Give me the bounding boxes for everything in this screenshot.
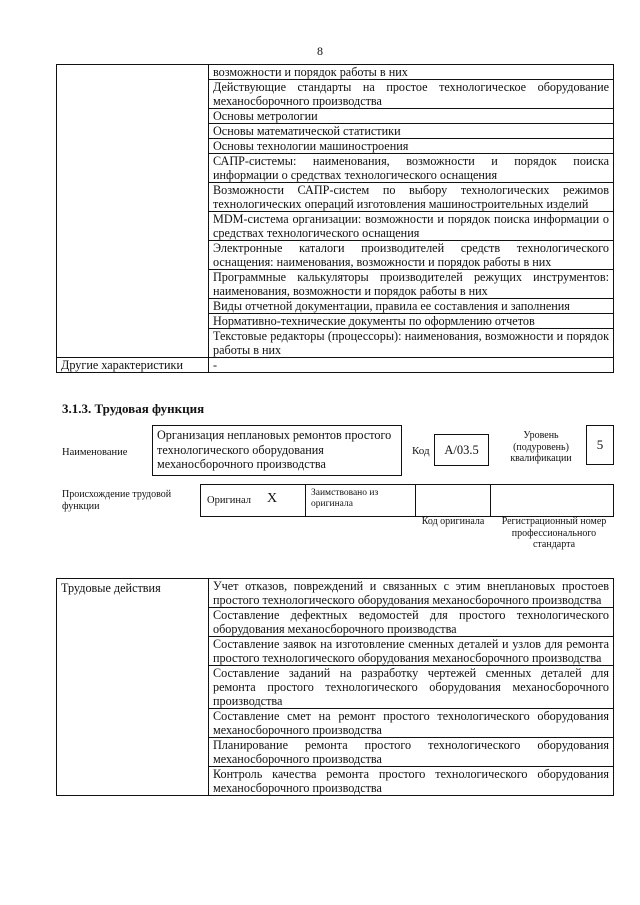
knowledge-item: САПР-системы: наименования, возможности и порядок поиска информации о средствах технологического оснащения: [209, 154, 614, 183]
table-row: [57, 579, 614, 608]
knowledge-table: [56, 64, 614, 373]
labor-actions-table: [56, 578, 614, 796]
other-characteristics-value: -: [209, 358, 614, 373]
labor-action-item: Составление смет на ремонт простого технологического оборудования механосборочного производства: [209, 709, 614, 738]
table-row: [57, 358, 614, 373]
other-characteristics-label: Другие характеристики: [57, 358, 209, 373]
labor-action-item: Планирование ремонта простого технологического оборудования механосборочного производства: [209, 738, 614, 767]
knowledge-item: Действующие стандарты на простое технологическое оборудование механосборочного производства: [209, 80, 614, 109]
knowledge-item: Нормативно-технические документы по оформлению отчетов: [209, 314, 614, 329]
labor-action-item: Контроль качества ремонта простого технологического оборудования механосборочного производства: [209, 767, 614, 796]
labor-actions-label: Трудовые действия: [57, 579, 209, 796]
knowledge-item: Основы метрологии: [209, 109, 614, 124]
page-number: 8: [317, 44, 323, 58]
section-heading: 3.1.3. Трудовая функция: [62, 401, 205, 416]
knowledge-item: Основы математической статистики: [209, 124, 614, 139]
knowledge-item: Программные калькуляторы производителей режущих инструментов: наименования, возможности и порядок работы в них: [209, 270, 614, 299]
knowledge-item: Виды отчетной документации, правила ее составления и заполнения: [209, 299, 614, 314]
divider: [415, 484, 416, 517]
labor-action-item: Составление заявок на изготовление сменных деталей и узлов для ремонта простого технологического оборудования механосборочного производства: [209, 637, 614, 666]
level-label: Уровень (подуровень) квалификации: [510, 430, 572, 464]
original-label: Оригинал: [207, 495, 251, 506]
function-name-box: Организация неплановых ремонтов простого технологического оборудования механосборочного производства: [152, 425, 402, 476]
function-code-box: A/03.5: [434, 434, 489, 466]
knowledge-item: Основы технологии машиностроения: [209, 139, 614, 154]
labor-action-item: Составление заданий на разработку чертежей сменных деталей для ремонта простого технологического оборудования механосборочного производства: [209, 666, 614, 709]
knowledge-item: MDM-система организации: возможности и порядок поиска информации о средствах технологического оснащения: [209, 212, 614, 241]
origin-label: Происхождение трудовой функции: [62, 489, 172, 512]
empty-label-cell: [57, 65, 209, 358]
divider: [490, 484, 491, 517]
table-row: [57, 65, 614, 80]
knowledge-item: Электронные каталоги производителей средств технологического оснащения: наименования, возможности и порядок работы в них: [209, 241, 614, 270]
divider: [305, 484, 306, 517]
code-label: Код: [412, 445, 430, 457]
knowledge-item: возможности и порядок работы в них: [209, 65, 614, 80]
code-original-caption: Код оригинала: [421, 516, 485, 527]
labor-action-item: Учет отказов, повреждений и связанных с этим внеплановых простоев простого технологического оборудования механосборочного производства: [209, 579, 614, 608]
knowledge-item: Возможности САПР-систем по выбору технологических режимов технологических операций изготовления машиностроительных изделий: [209, 183, 614, 212]
name-label: Наименование: [62, 447, 128, 458]
registration-number-caption: Регистрационный номер профессионального стандарта: [501, 516, 607, 550]
level-value-box: 5: [586, 425, 614, 465]
labor-action-item: Составление дефектных ведомостей для простого технологического оборудования механосборочного производства: [209, 608, 614, 637]
borrowed-label: Заимствовано из оригинала: [311, 488, 379, 509]
origin-row: [200, 484, 614, 517]
knowledge-item: Текстовые редакторы (процессоры): наименования, возможности и порядок работы в них: [209, 329, 614, 358]
original-mark: X: [267, 491, 278, 506]
